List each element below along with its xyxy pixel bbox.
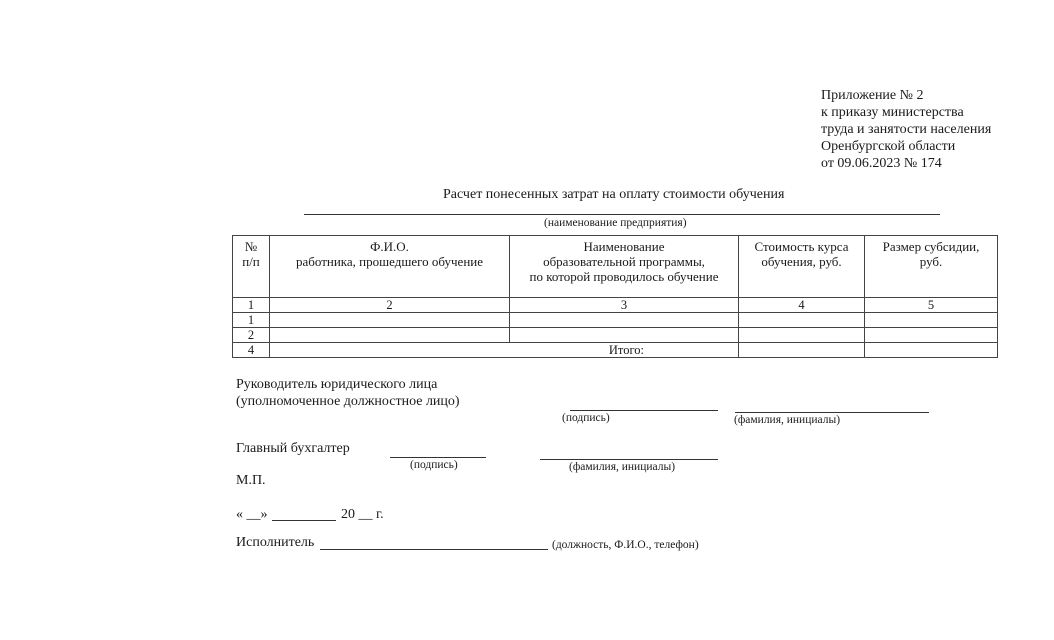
appendix-line-5: от 09.06.2023 № 174 xyxy=(821,156,942,171)
total-row xyxy=(233,343,998,358)
appendix-line-1: Приложение № 2 xyxy=(821,88,924,103)
head-title-line2: (уполномоченное должностное лицо) xyxy=(236,394,460,409)
table-row xyxy=(233,328,998,343)
date-year: 20 __ г. xyxy=(341,507,384,522)
table-cell xyxy=(739,328,865,343)
column-number: 2 xyxy=(270,298,510,313)
head-name-line xyxy=(735,412,929,413)
table-cell xyxy=(270,313,510,328)
row-number: 4 xyxy=(233,343,270,358)
head-signature-caption: (подпись) xyxy=(562,412,610,424)
header-subsidy: Размер субсидии, руб. xyxy=(865,236,998,298)
organization-line xyxy=(304,214,940,215)
executor-label: Исполнитель xyxy=(236,535,315,550)
header-cost: Стоимость курса обучения, руб. xyxy=(739,236,865,298)
table-row xyxy=(233,313,998,328)
table-cell xyxy=(865,328,998,343)
column-number: 4 xyxy=(739,298,865,313)
column-number: 5 xyxy=(865,298,998,313)
column-number: 1 xyxy=(233,298,270,313)
accountant-name-line xyxy=(540,459,718,460)
table-cell xyxy=(739,343,865,358)
accountant-name-caption: (фамилия, инициалы) xyxy=(569,461,676,473)
accountant-signature-line xyxy=(390,457,486,458)
accountant-signature-caption: (подпись) xyxy=(410,459,458,471)
organization-caption: (наименование предприятия) xyxy=(544,217,687,229)
header-program: Наименование образовательной программы, по которой проводилось обучение xyxy=(510,236,739,298)
table-cell xyxy=(510,328,739,343)
row-number: 1 xyxy=(233,313,270,328)
appendix-line-3: труда и занятости населения xyxy=(821,122,992,137)
accountant-label: Главный бухгалтер xyxy=(236,441,350,456)
table-cell xyxy=(510,313,739,328)
table-header-row xyxy=(233,236,998,298)
header-fio: Ф.И.О. работника, прошедшего обучение xyxy=(270,236,510,298)
appendix-line-2: к приказу министерства xyxy=(821,105,964,120)
table-cell xyxy=(739,313,865,328)
appendix-header xyxy=(821,87,991,172)
executor-line xyxy=(320,549,548,550)
executor-caption: (должность, Ф.И.О., телефон) xyxy=(552,539,699,551)
column-number-row xyxy=(233,298,998,313)
row-number: 2 xyxy=(233,328,270,343)
cost-table xyxy=(232,235,998,358)
header-number: № п/п xyxy=(233,236,270,298)
table-cell xyxy=(865,343,998,358)
head-name-caption: (фамилия, инициалы) xyxy=(734,414,841,426)
appendix-line-4: Оренбургской области xyxy=(821,139,956,154)
date-open: « __» xyxy=(236,507,268,522)
head-title-line1: Руководитель юридического лица xyxy=(236,377,438,392)
stamp-label: М.П. xyxy=(236,473,266,488)
table-cell xyxy=(865,313,998,328)
table-cell xyxy=(270,328,510,343)
head-signature-line xyxy=(570,410,718,411)
column-number: 3 xyxy=(510,298,739,313)
total-label: Итого: xyxy=(270,343,739,358)
date-month-line xyxy=(272,520,336,521)
document-title: Расчет понесенных затрат на оплату стоимости обучения xyxy=(443,187,785,202)
